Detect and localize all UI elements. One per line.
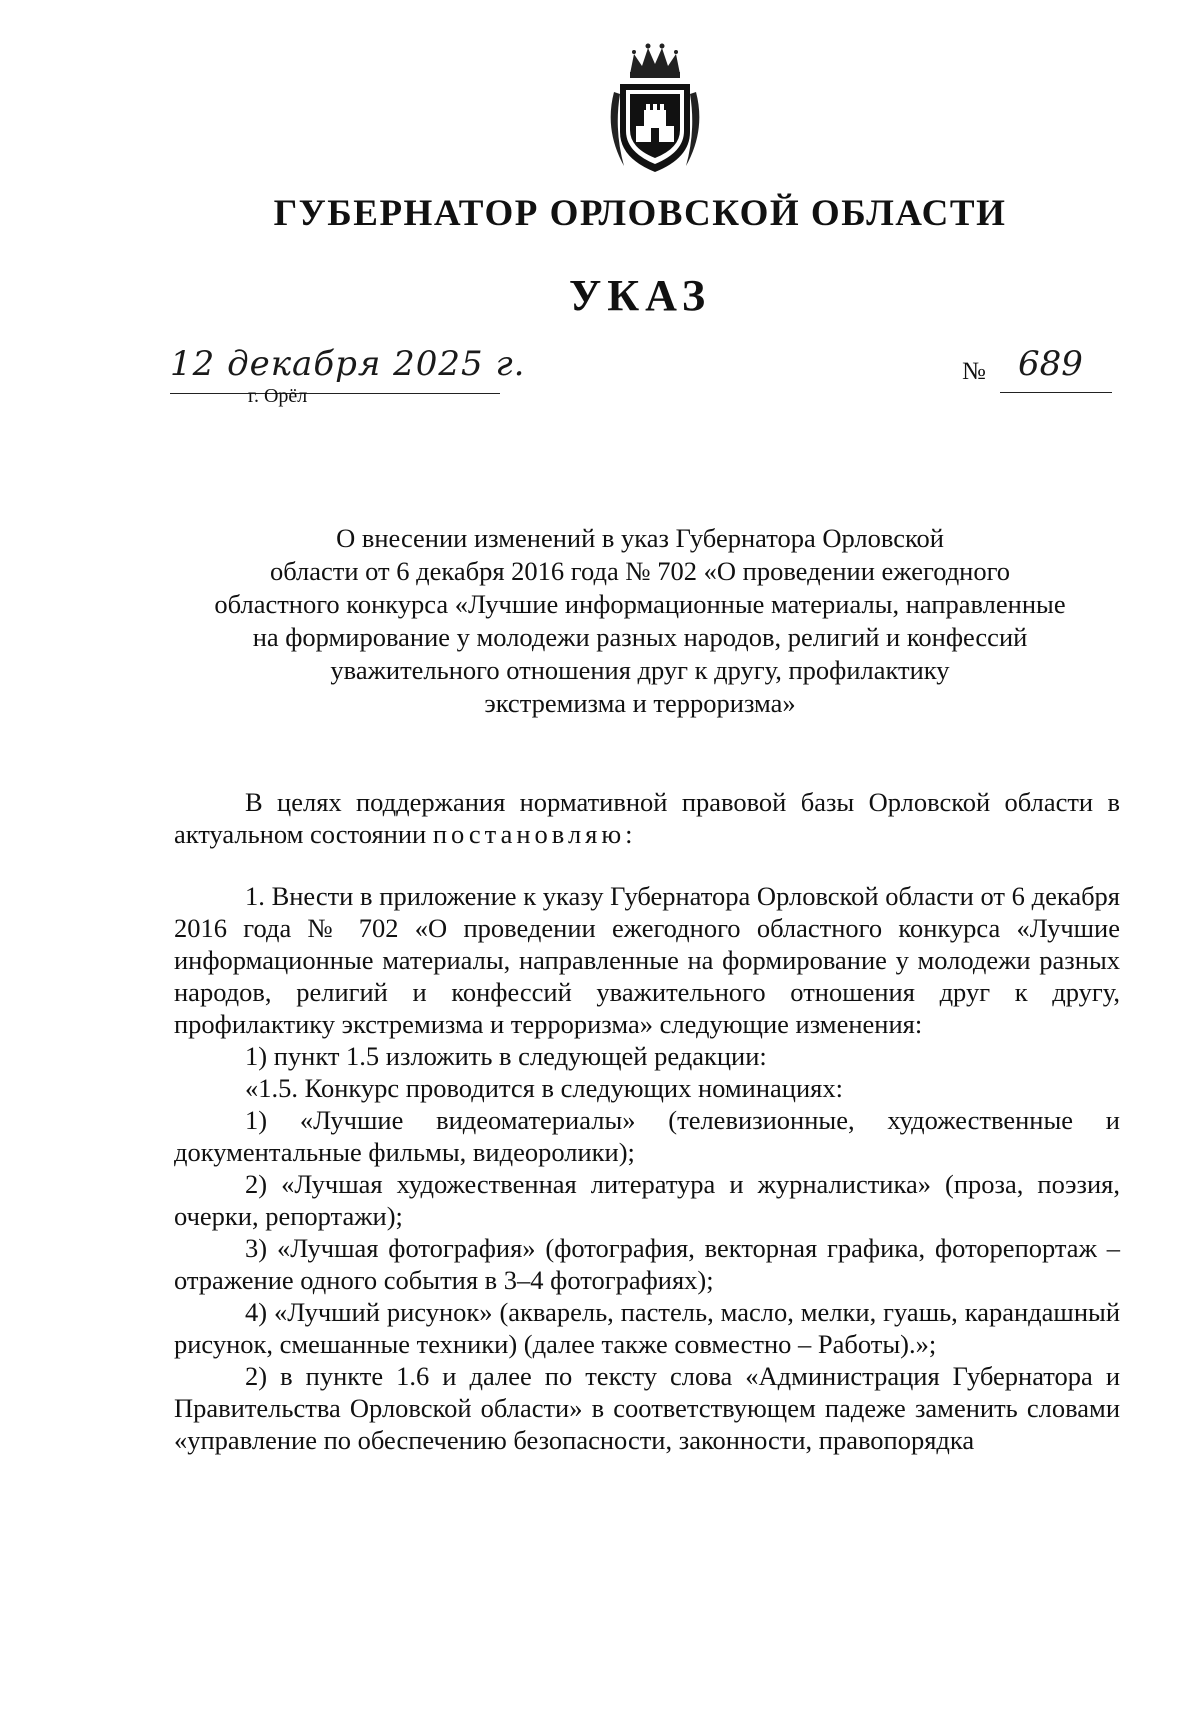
- document-type: УКАЗ: [568, 271, 712, 320]
- body-paragraph: 1) «Лучшие видеоматериалы» (телевизионные, художественные и документальные фильмы, видеоролики);: [174, 1105, 1120, 1167]
- body-paragraph: «1.5. Конкурс проводится в следующих номинациях:: [245, 1073, 843, 1103]
- subject-line: области от 6 декабря 2016 года № 702 «О проведении ежегодного: [269, 556, 1011, 586]
- document-city: г. Орёл: [248, 385, 308, 407]
- body-paragraph: 1. Внести в приложение к указу Губернатора Орловской области от 6 декабря 2016 года № 702 «О проведении ежегодного областного конкурса «Лучшие информационные материалы, направленные на формирование у молодежи разных народов, религий и конфессий уважительного отношения друг к другу, профилактику экстремизма и терроризма» следующие изменения:: [174, 881, 1120, 1039]
- body-paragraph: 2) «Лучшая художественная литература и журналистика» (проза, поэзия, очерки, репортажи);: [174, 1169, 1120, 1231]
- preamble-paragraph: [174, 786, 1120, 850]
- subject-line: областного конкурса «Лучшие информационные материалы, направленные: [214, 589, 1066, 619]
- number-label: №: [962, 358, 986, 385]
- subject-line: уважительного отношения друг к другу, профилактику: [330, 655, 950, 685]
- body-paragraph: 4) «Лучший рисунок» (акварель, пастель, масло, мелки, гуашь, карандашный рисунок, смешанные техники) (далее также совместно – Работы).»;: [174, 1297, 1120, 1359]
- preamble-text: В целях поддержания нормативной правовой базы Орловской области в актуальном состоянии: [174, 787, 1120, 849]
- subject-line: экстремизма и терроризма»: [484, 688, 796, 718]
- body-paragraph: 3) «Лучшая фотография» (фотография, векторная графика, фоторепортаж – отражение одного события в 3–4 фотографиях);: [174, 1233, 1120, 1295]
- subject-line: О внесении изменений в указ Губернатора Орловской: [336, 523, 944, 553]
- preamble-decree-word: постановляю:: [432, 819, 637, 849]
- document-subject: [150, 522, 1130, 720]
- number-underline: [1000, 392, 1112, 393]
- document-date: 12 декабря 2025 г.: [170, 344, 526, 384]
- subject-line: на формирование у молодежи разных народов, религий и конфессий: [252, 622, 1028, 652]
- body-paragraph: 2) в пункте 1.6 и далее по тексту слова «Администрация Губернатора и Правительства Орловской области» в соответствующем падеже заменить словами «управление по обеспечению безопасности, законности, правопорядка: [174, 1361, 1120, 1455]
- document-body: [174, 786, 1120, 1456]
- issuing-authority: ГУБЕРНАТОР ОРЛОВСКОЙ ОБЛАСТИ: [273, 193, 1007, 234]
- coat-of-arms-icon: [600, 40, 710, 180]
- document-number: 689: [1018, 344, 1083, 384]
- date-underline: [170, 393, 500, 394]
- body-paragraph: 1) пункт 1.5 изложить в следующей редакции:: [245, 1041, 767, 1071]
